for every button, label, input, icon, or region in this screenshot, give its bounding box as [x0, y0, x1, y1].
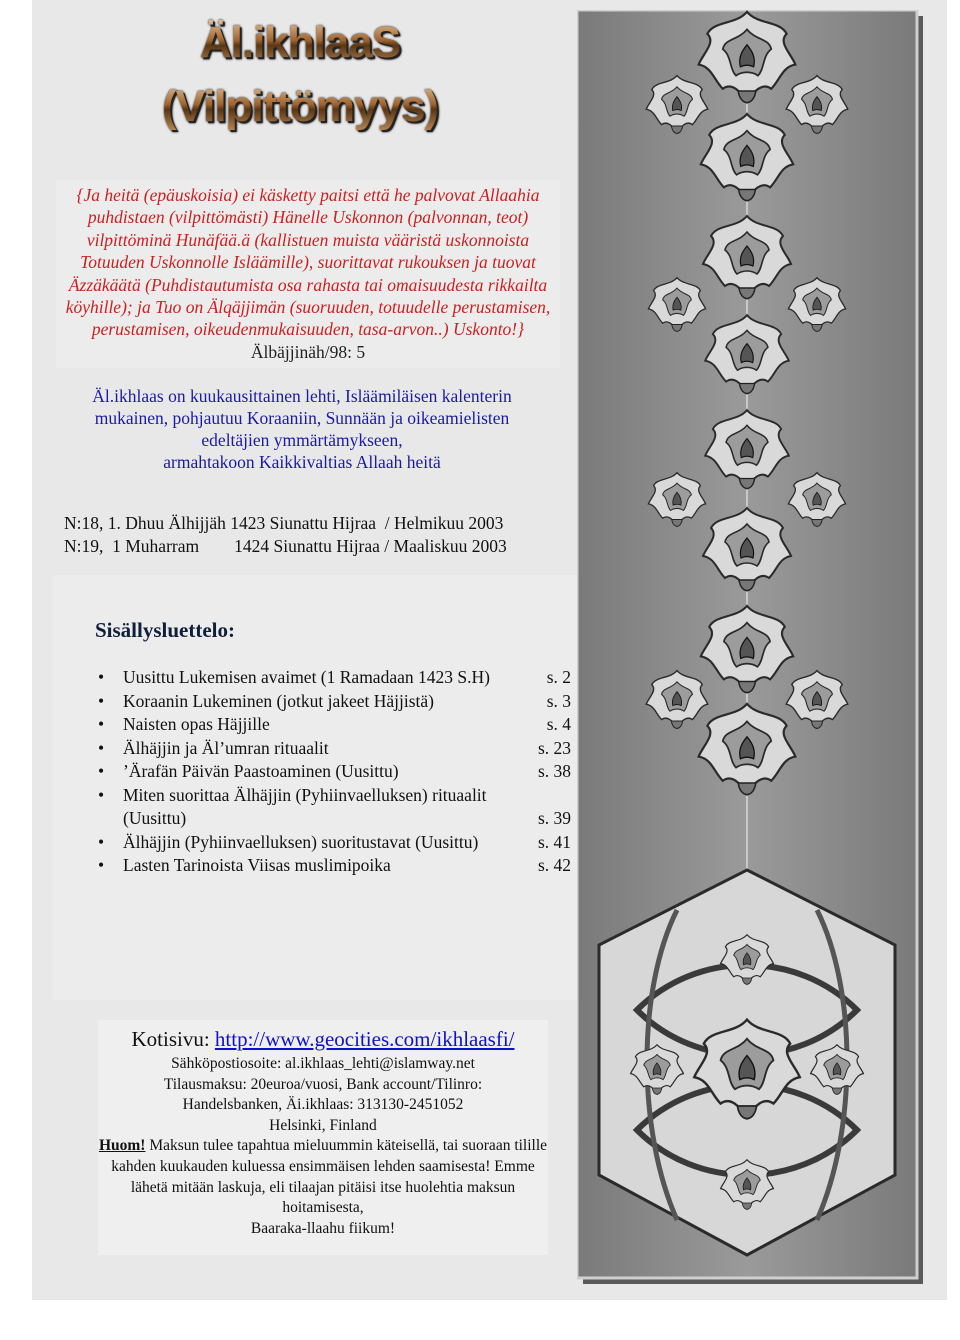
quote-reference: Älbäjjinäh/98: 5 — [250, 341, 366, 362]
toc-item-page: s. 38 — [537, 761, 571, 781]
masthead-subtitle: (Vilpittömyys) — [0, 82, 600, 132]
email-line: Sähköpostiosoite: al.ikhlaas_lehti@islamway.net — [171, 1055, 475, 1072]
toc-item-title: • ’Ärafän Päivän Paastoaminen (Uusittu) — [123, 761, 399, 781]
toc-item-page: s. 41 — [537, 831, 571, 852]
homepage-link[interactable]: http://www.geocities.com/ikhlaasfi/ — [214, 1027, 515, 1051]
toc-item[interactable] — [96, 690, 571, 714]
notice-text: Maksun tulee tapahtua mieluummin käteisellä, tai suoraan tilille kahden kuukauden kuluessa ensimmäisen lehden saamisesta! Emme lähetä mitään laskuja, eli tilaajan pitäisi itse huolehtia maksun hoitamisesta, — [111, 1137, 548, 1217]
toc-item-page: s. 23 — [537, 737, 571, 758]
bank-line: Handelsbanken, Äi.ikhlaas: 313130-2451052 — [182, 1096, 464, 1114]
hexagon-medallion — [599, 870, 895, 1255]
toc-item-title: • Älhäjjin ja Äl’umran rituaalit — [123, 737, 329, 758]
toc-item-title: • Älhäjjin (Pyhiinvaelluksen) suoritustavat (Uusittu) — [123, 831, 479, 852]
toc-item[interactable] — [96, 831, 571, 855]
toc-item-page: s. 42 — [537, 855, 571, 875]
toc-item-title: • Uusittu Lukemisen avaimet (1 Ramadaan 1423 S.H) — [123, 667, 490, 687]
payment-notice — [98, 1136, 548, 1218]
toc-item[interactable] — [96, 784, 571, 831]
toc-item-title: • Naisten opas Häjjille — [123, 714, 270, 734]
homepage-line — [98, 1024, 548, 1054]
quote-panel — [56, 180, 560, 368]
ornament-panel — [577, 10, 925, 1285]
toc-item-page: s. 3 — [546, 690, 571, 711]
city-line: Helsinki, Finland — [269, 1116, 377, 1134]
huom-label: Huom! — [98, 1137, 146, 1155]
toc-item-page: s. 4 — [546, 714, 571, 734]
toc-item-title: • Miten suorittaa Älhäjjin (Pyhiinvaelluksen) rituaalit (Uusittu) — [123, 784, 487, 828]
homepage-label: Kotisivu: — [131, 1027, 210, 1051]
about-text — [60, 385, 544, 473]
toc-item[interactable] — [96, 713, 571, 737]
contact-info — [98, 1024, 548, 1239]
toc-item[interactable] — [96, 854, 571, 878]
quote-text: {Ja heitä (epäuskoisia) ei käsketty paitsi että he palvovat Allaahia puhdistaen (vilpittömästi) Hänelle Uskonnon (palvonnan, teot) vilpittöminä Hunäfää.ä (kallistuen muista vääristä uskonnoista Totuuden Uskonnolle Isläämille), suorittavat rukouksen ja tuovat Äzzäkäätä (Puhdistautumista osa rahasta tai omaisuudesta rikkailta köyhille); ja Tuo on Älqäjjimän (suoruuden, totuudelle perustamisen, perustamisen, oikeudenmukaisuuden, tasa-arvon..) Uskonto!} — [65, 185, 551, 340]
about-line: edeltäjien ymmärtämykseen, — [201, 430, 403, 450]
about-line: Äl.ikhlaas on kuukausittainen lehti, Isläämiläisen kalenterin — [92, 386, 512, 406]
masthead-title: Äl.ikhlaaS — [0, 18, 600, 68]
toc-item[interactable] — [96, 760, 571, 784]
toc-item-page: s. 2 — [546, 667, 571, 687]
about-line: armahtakoon Kaikkivaltias Allaah heitä — [163, 452, 441, 472]
issue-numbers — [64, 512, 584, 558]
toc-heading: Sisällysluettelo: — [95, 618, 235, 642]
toc-item-page: s. 39 — [537, 808, 571, 828]
issue-line: N:19, 1 Muharram 1424 Siunattu Hijraa / Maaliskuu 2003 — [64, 536, 507, 556]
quran-quote — [56, 184, 560, 363]
about-line: mukainen, pohjautuu Koraaniin, Sunnään ja oikeamielisten — [94, 408, 510, 428]
subscription-line: Tilausmaksu: 20euroa/vuosi, Bank account/Tilinro: — [163, 1075, 483, 1093]
toc-item-title: • Lasten Tarinoista Viisas muslimipoika — [123, 855, 391, 875]
toc-item[interactable] — [96, 737, 571, 761]
toc-item[interactable] — [96, 666, 571, 690]
issue-line: N:18, 1. Dhuu Älhijjäh 1423 Siunattu Hijraa / Helmikuu 2003 — [64, 513, 504, 533]
table-of-contents — [96, 666, 571, 878]
toc-item-title: • Koraanin Lukeminen (jotkut jakeet Häjjistä) — [123, 690, 435, 711]
closing-line: Baaraka-llaahu fiikum! — [250, 1219, 396, 1237]
